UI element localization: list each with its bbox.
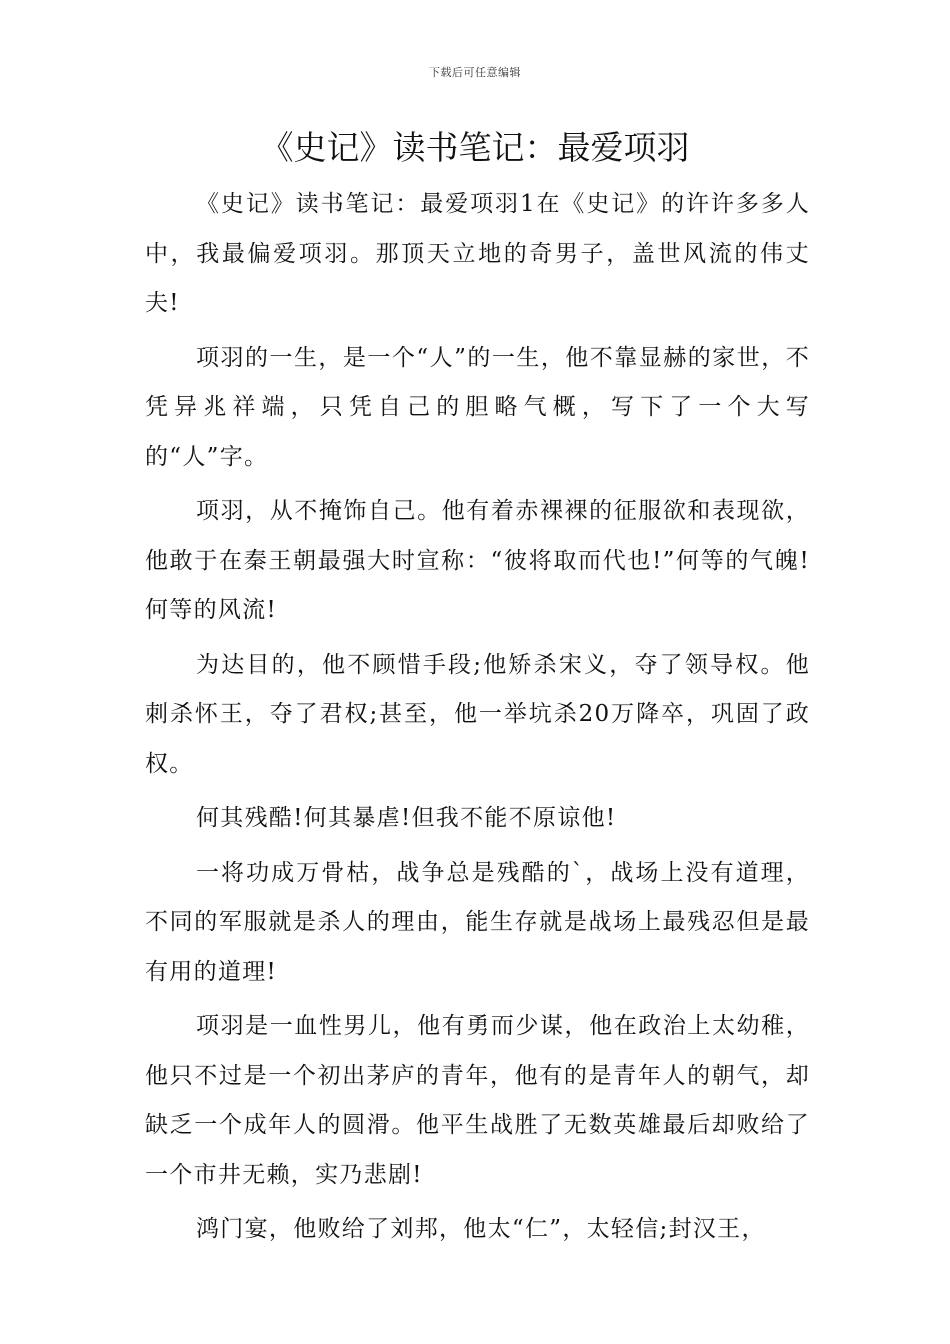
paragraph: 项羽是一血性男儿，他有勇而少谋，他在政治上太幼稚，他只不过是一个初出茅庐的青年，他有的是青年人的朝气，却缺乏一个成年人的圆滑。他平生战胜了无数英雄最后却败给了一个市井无赖，实乃悲剧! (145, 1013, 810, 1188)
paragraph: 何其残酷!何其暴虐!但我不能不原谅他! (196, 805, 617, 831)
paragraph: 为达目的，他不顾惜手段;他矫杀宋义，夺了领导权。他刺杀怀王，夺了君权;甚至，他一举坑杀20万降卒，巩固了政权。 (145, 651, 810, 777)
document-body (145, 180, 810, 1260)
paragraph: 《史记》读书笔记：最爱项羽1在《史记》的许许多多人中，我最偏爱项羽。那顶天立地的奇男子，盖世风流的伟丈夫! (145, 191, 810, 316)
header-note: 下载后可任意编辑 (429, 66, 521, 79)
paragraph: 项羽，从不掩饰自己。他有着赤裸裸的征服欲和表现欲，他敢于在秦王朝最强大时宣称：“彼将取而代也!”何等的气魄!何等的风流! (145, 498, 810, 623)
document-title: 《史记》读书笔记：最爱项羽 (260, 128, 690, 167)
paragraph: 一将功成万骨枯，战争总是残酷的`，战场上没有道理，不同的军服就是杀人的理由，能生存就是战场上最残忍但是最有用的道理! (145, 859, 810, 985)
paragraph: 项羽的一生，是一个“人”的一生，他不靠显赫的家世，不凭异兆祥端，只凭自己的胆略气概，写下了一个大写的“人”字。 (145, 344, 810, 470)
paragraph: 鸿门宴，他败给了刘邦，他太“仁”，太轻信;封汉王， (196, 1216, 766, 1242)
